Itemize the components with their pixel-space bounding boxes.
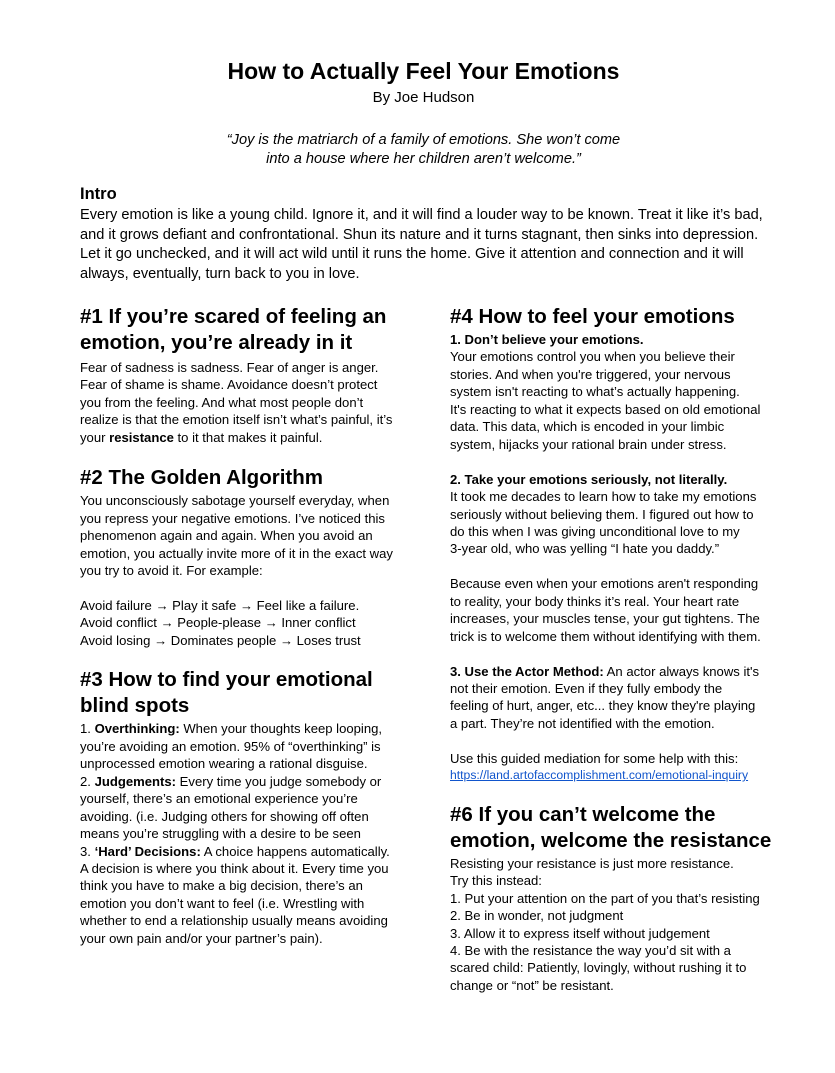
section-3-heading — [80, 667, 415, 719]
blank-line — [450, 453, 790, 470]
body-line: You unconsciously sabotage yourself everyday, when — [80, 493, 390, 509]
intro-line: Every emotion is like a young child. Ignore it, and it will find a louder way to be known. Treat it like it’s bad, — [80, 207, 763, 223]
intro-paragraph — [80, 206, 780, 285]
body-line — [80, 720, 415, 737]
body-line: emotion, you actually invite more of it in the exact way — [80, 545, 393, 561]
body-line: feeling of hurt, anger, etc... they know they're playing — [450, 698, 756, 714]
subheading: 2. Take your emotions seriously, not literally. — [450, 471, 728, 487]
body-line: Fear of shame is shame. Avoidance doesn’t protect — [80, 377, 378, 393]
body-line: avoiding. (i.e. Judging others for showing off often — [80, 808, 369, 824]
section-2-heading: #2 The Golden Algorithm — [80, 466, 323, 490]
document-title: How to Actually Feel Your Emotions — [227, 58, 620, 84]
intro-section — [80, 185, 780, 285]
body-line: emotion you don’t want to feel (i.e. Wrestling with — [80, 895, 365, 911]
blank-line — [450, 645, 790, 662]
bold-term: Judgements: — [94, 773, 177, 789]
section-6 — [450, 802, 790, 995]
list-item: scared child: Patiently, lovingly, without rushing it to — [450, 960, 747, 976]
body-line: Resisting your resistance is just more resistance. — [450, 855, 734, 871]
body-line: Because even when your emotions aren't responding — [450, 576, 759, 592]
intro-line: Let it go unchecked, and it will act wild until it runs the home. Give it attention and connection and it will — [80, 246, 744, 263]
section-3-body — [80, 720, 415, 947]
body-line — [80, 773, 415, 790]
section-1-heading — [80, 304, 415, 356]
section-2-body — [80, 492, 415, 649]
body-line: yourself, there’s an emotional experience you’re — [80, 791, 358, 807]
bold-term: 3. Use the Actor Method: — [450, 663, 604, 679]
quote-line: into a house where her children aren’t welcome.” — [266, 151, 581, 167]
body-line — [80, 843, 415, 860]
example-line: Avoid conflict → People-please → Inner conflict — [80, 615, 356, 631]
list-item: 4. Be with the resistance the way you’d sit with a — [450, 942, 731, 958]
blank-line — [80, 580, 415, 597]
body-line: Use this guided mediation for some help with this: — [450, 750, 739, 766]
blank-line — [450, 558, 790, 575]
body-line: stories. And when you're triggered, your nervous — [450, 366, 731, 382]
text-run: An actor always knows it's — [603, 663, 760, 679]
heading-line: #6 If you can’t welcome the — [450, 802, 716, 826]
author-byline: By Joe Hudson — [372, 89, 475, 106]
body-line: seriously without believing them. I figured out how to — [450, 506, 754, 522]
section-4-body — [450, 331, 790, 785]
text-run: your — [80, 429, 110, 445]
body-line: whether to end a relationship usually means avoiding — [80, 913, 388, 929]
body-line: increases, your muscles tense, your gut tightens. The — [450, 611, 760, 627]
intro-line: and it grows defiant and confrontational. Shun its nature and it turns stagnant, then sinks into depression. — [80, 226, 759, 243]
list-item: change or “not” be resistant. — [450, 977, 614, 993]
subheading: 1. Don’t believe your emotions. — [450, 332, 644, 347]
body-line: you repress your negative emotions. I’ve noticed this — [80, 510, 385, 526]
section-1-body — [80, 359, 415, 446]
body-line: 3-year old, who was yelling “I hate you daddy.” — [450, 541, 720, 557]
body-line: a part. They’re not identified with the emotion. — [450, 715, 715, 731]
section-4 — [450, 304, 790, 785]
body-line: phenomenon again and again. When you avoid an — [80, 528, 373, 544]
body-line: do this when I was giving unconditional love to my — [450, 523, 740, 539]
body-line — [80, 429, 415, 446]
body-line: Your emotions control you when you believe their — [450, 349, 735, 365]
body-line: trick is to welcome them without identifying with them. — [450, 628, 761, 644]
body-line: system isn't reacting to what’s actually happening. — [450, 384, 740, 400]
section-4-heading: #4 How to feel your emotions — [450, 305, 735, 328]
section-6-body — [450, 855, 790, 995]
heading-line: #3 How to find your emotional — [80, 668, 373, 692]
text-run: When your thoughts keep looping, — [179, 721, 383, 737]
guided-meditation-link[interactable]: https://land.artofaccomplishment.com/emotional-inquiry — [450, 768, 749, 783]
body-line — [450, 663, 790, 680]
intro-line: always, eventually, turn back to you in love. — [80, 266, 360, 283]
section-1 — [80, 304, 415, 446]
body-line: Fear of sadness is sadness. Fear of anger is anger. — [80, 360, 379, 375]
body-line: It's reacting to what it expects based on old emotional — [450, 401, 761, 417]
body-line: think you have to make a big decision, there’s an — [80, 878, 363, 894]
body-line: realize is that the emotion itself isn’t what’s painful, it’s — [80, 412, 393, 428]
bold-term: Overthinking: — [94, 721, 180, 737]
body-line: your own pain and/or your partner’s pain). — [80, 930, 323, 946]
body-line: you’re avoiding an emotion. 95% of “overthinking” is — [80, 738, 381, 754]
body-line: means you’re struggling with a desire to be seen — [80, 826, 361, 842]
body-line: data. This data, which is encoded in your limbic — [450, 419, 725, 435]
list-number: 3. — [80, 843, 95, 859]
right-column — [450, 304, 790, 994]
heading-line: blind spots — [80, 694, 190, 718]
body-line: system, hijacks your rational brain under stress. — [450, 436, 727, 452]
body-line: It took me decades to learn how to take my emotions — [450, 489, 757, 505]
section-3 — [80, 667, 415, 947]
list-item: 3. Allow it to express itself without judgement — [450, 925, 710, 941]
heading-line: emotion, welcome the resistance — [450, 828, 772, 852]
body-line: you from the feeling. And what most people don’t — [80, 394, 364, 410]
list-number: 2. — [80, 773, 95, 789]
list-number: 1. — [80, 721, 95, 737]
quote-line: “Joy is the matriarch of a family of emotions. She won’t come — [226, 132, 621, 148]
body-line: you try to avoid it. For example: — [80, 563, 263, 579]
section-2 — [80, 465, 415, 649]
body-line: A decision is where you think about it. Every time you — [80, 860, 389, 876]
section-6-heading — [450, 802, 790, 854]
bold-term: ‘Hard’ Decisions: — [94, 843, 201, 859]
body-line: not their emotion. Even if they fully embody the — [450, 681, 723, 697]
text-run: Every time you judge somebody or — [176, 773, 382, 789]
example-line: Avoid losing → Dominates people → Loses trust — [80, 632, 361, 648]
body-line: unprocessed emotion wearing a rational disguise. — [80, 756, 368, 772]
example-line: Avoid failure → Play it safe → Feel like a failure. — [80, 597, 360, 613]
blank-line — [450, 732, 790, 749]
text-run: to it that makes it painful. — [173, 429, 323, 445]
bold-resistance: resistance — [109, 429, 174, 445]
epigraph-quote — [0, 131, 835, 169]
intro-heading: Intro — [80, 185, 117, 203]
body-line: Try this instead: — [450, 873, 542, 889]
heading-line: emotion, you’re already in it — [80, 331, 353, 354]
body-line: to reality, your body thinks it’s real. Your heart rate — [450, 593, 740, 609]
text-run: A choice happens automatically. — [200, 843, 390, 859]
list-item: 1. Put your attention on the part of you that’s resisting — [450, 890, 760, 906]
left-column — [80, 304, 415, 947]
list-item: 2. Be in wonder, not judgment — [450, 908, 624, 924]
heading-line: #1 If you’re scared of feeling an — [80, 305, 387, 328]
